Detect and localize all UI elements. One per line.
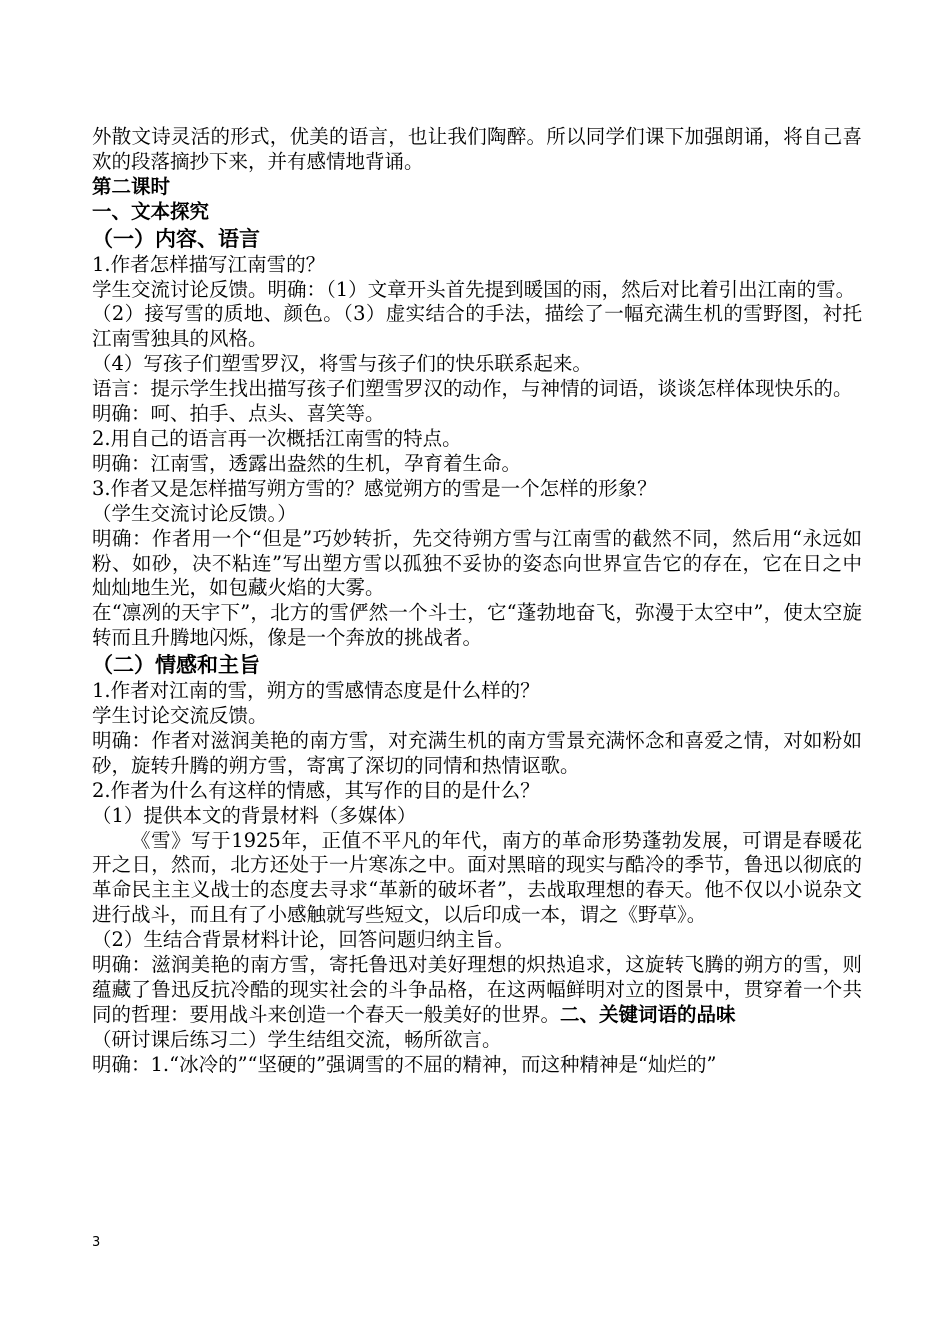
paragraph: 学生交流讨论反馈。明确：（1）文章开头首先提到暖国的雨，然后对比着引出江南的雪。	[92, 277, 856, 301]
paragraph: （4）写孩子们塑雪罗汉，将雪与孩子们的快乐联系起来。	[92, 352, 592, 376]
lesson-heading: 第二课时	[92, 174, 171, 198]
page-number: 3	[92, 1235, 101, 1250]
paragraph: 1.作者对江南的雪，朔方的雪感情态度是什么样的？	[92, 679, 540, 703]
document-body	[92, 125, 862, 1078]
paragraph: 在“凛冽的天宇下”，北方的雪俨然一个斗士，它“蓬勃地奋飞，弥漫于太空中”，使太空旋转而且升腾地闪烁，像是一个奔放的挑战者。	[92, 601, 862, 650]
paragraph-with-heading	[92, 953, 862, 1028]
paragraph: （2）接写雪的质地、颜色。（3）虚实结合的手法，描绘了一幅充满生机的雪野图，衬托江南雪独具的风格。	[92, 302, 862, 351]
paragraph-text: 明确：滋润美艳的南方雪，寄托鲁迅对美好理想的炽热追求，这旋转飞腾的朔方的雪，则蕴藏了鲁迅反抗冷酷的现实社会的斗争品格，在这两幅鲜明对立的图景中，贯穿着一个共同的哲理：要用战斗来创造一个春天一般美好的世界。	[92, 953, 862, 1026]
paragraph: 明确：江南雪，透露出盎然的生机，孕育着生命。	[92, 451, 522, 475]
paragraph: 明确：呵、拍手、点头、喜笑等。	[92, 402, 385, 426]
paragraph: 3.作者又是怎样描写朔方雪的？感觉朔方的雪是一个怎样的形象？	[92, 476, 657, 500]
section-heading-text-inquiry: 一、文本探究	[92, 199, 210, 223]
paragraph: （1）提供本文的背景材料（多媒体）	[92, 803, 417, 827]
section-heading-keywords: 二、关键词语的品味	[560, 1002, 736, 1026]
paragraph: 外散文诗灵活的形式，优美的语言，也让我们陶醉。所以同学们课下加强朗诵，将自己喜欢的段落摘抄下来，并有感情地背诵。	[92, 125, 862, 173]
subsection-heading-emotion-theme: （二）情感和主旨	[92, 653, 260, 678]
paragraph: 1.作者怎样描写江南雪的？	[92, 252, 326, 276]
paragraph: 明确：1.“冰冷的”“坚硬的”强调雪的不屈的精神，而这种精神是“灿烂的”	[92, 1052, 717, 1076]
subsection-heading-content-language: （一）内容、语言	[92, 226, 260, 251]
paragraph: 语言：提示学生找出描写孩子们塑雪罗汉的动作，与神情的词语，谈谈怎样体现快乐的。	[92, 377, 853, 401]
paragraph: 学生讨论交流反馈。	[92, 704, 268, 728]
paragraph: 2.用自己的语言再一次概括江南雪的特点。	[92, 426, 462, 450]
paragraph: （研讨课后练习二）学生结组交流，畅所欲言。	[92, 1027, 502, 1051]
background-paragraph: 《雪》写于1925年，正值不平凡的年代，南方的革命形势蓬勃发展，可谓是春暖花开之日，然而，北方还处于一片寒冻之中。面对黑暗的现实与酷冷的季节，鲁迅以彻底的革命民主主义战士的态度去寻求“革新的破坏者”，去战取理想的春天。他不仅以小说杂文进行战斗，而且有了小感触就写些短文，以后印成一本，谓之《野草》。	[92, 828, 862, 927]
paragraph: （2）生结合背景材料计论，回答问题归纳主旨。	[92, 928, 514, 952]
paragraph: 明确：作者对滋润美艳的南方雪，对充满生机的南方雪景充满怀念和喜爱之情，对如粉如砂，旋转升腾的朔方雪，寄寓了深切的同情和热情讴歌。	[92, 728, 862, 777]
paragraph: 2.作者为什么有这样的情感，其写作的目的是什么？	[92, 778, 540, 802]
paragraph: 明确：作者用一个“但是”巧妙转折，先交待朔方雪与江南雪的截然不同，然后用“永远如粉、如砂，决不粘连”写出塑方雪以孤独不妥协的姿态向世界宣告它的存在，它在日之中灿灿地生光，如包藏火焰的大雾。	[92, 526, 862, 600]
paragraph: （学生交流讨论反馈。）	[92, 501, 297, 525]
